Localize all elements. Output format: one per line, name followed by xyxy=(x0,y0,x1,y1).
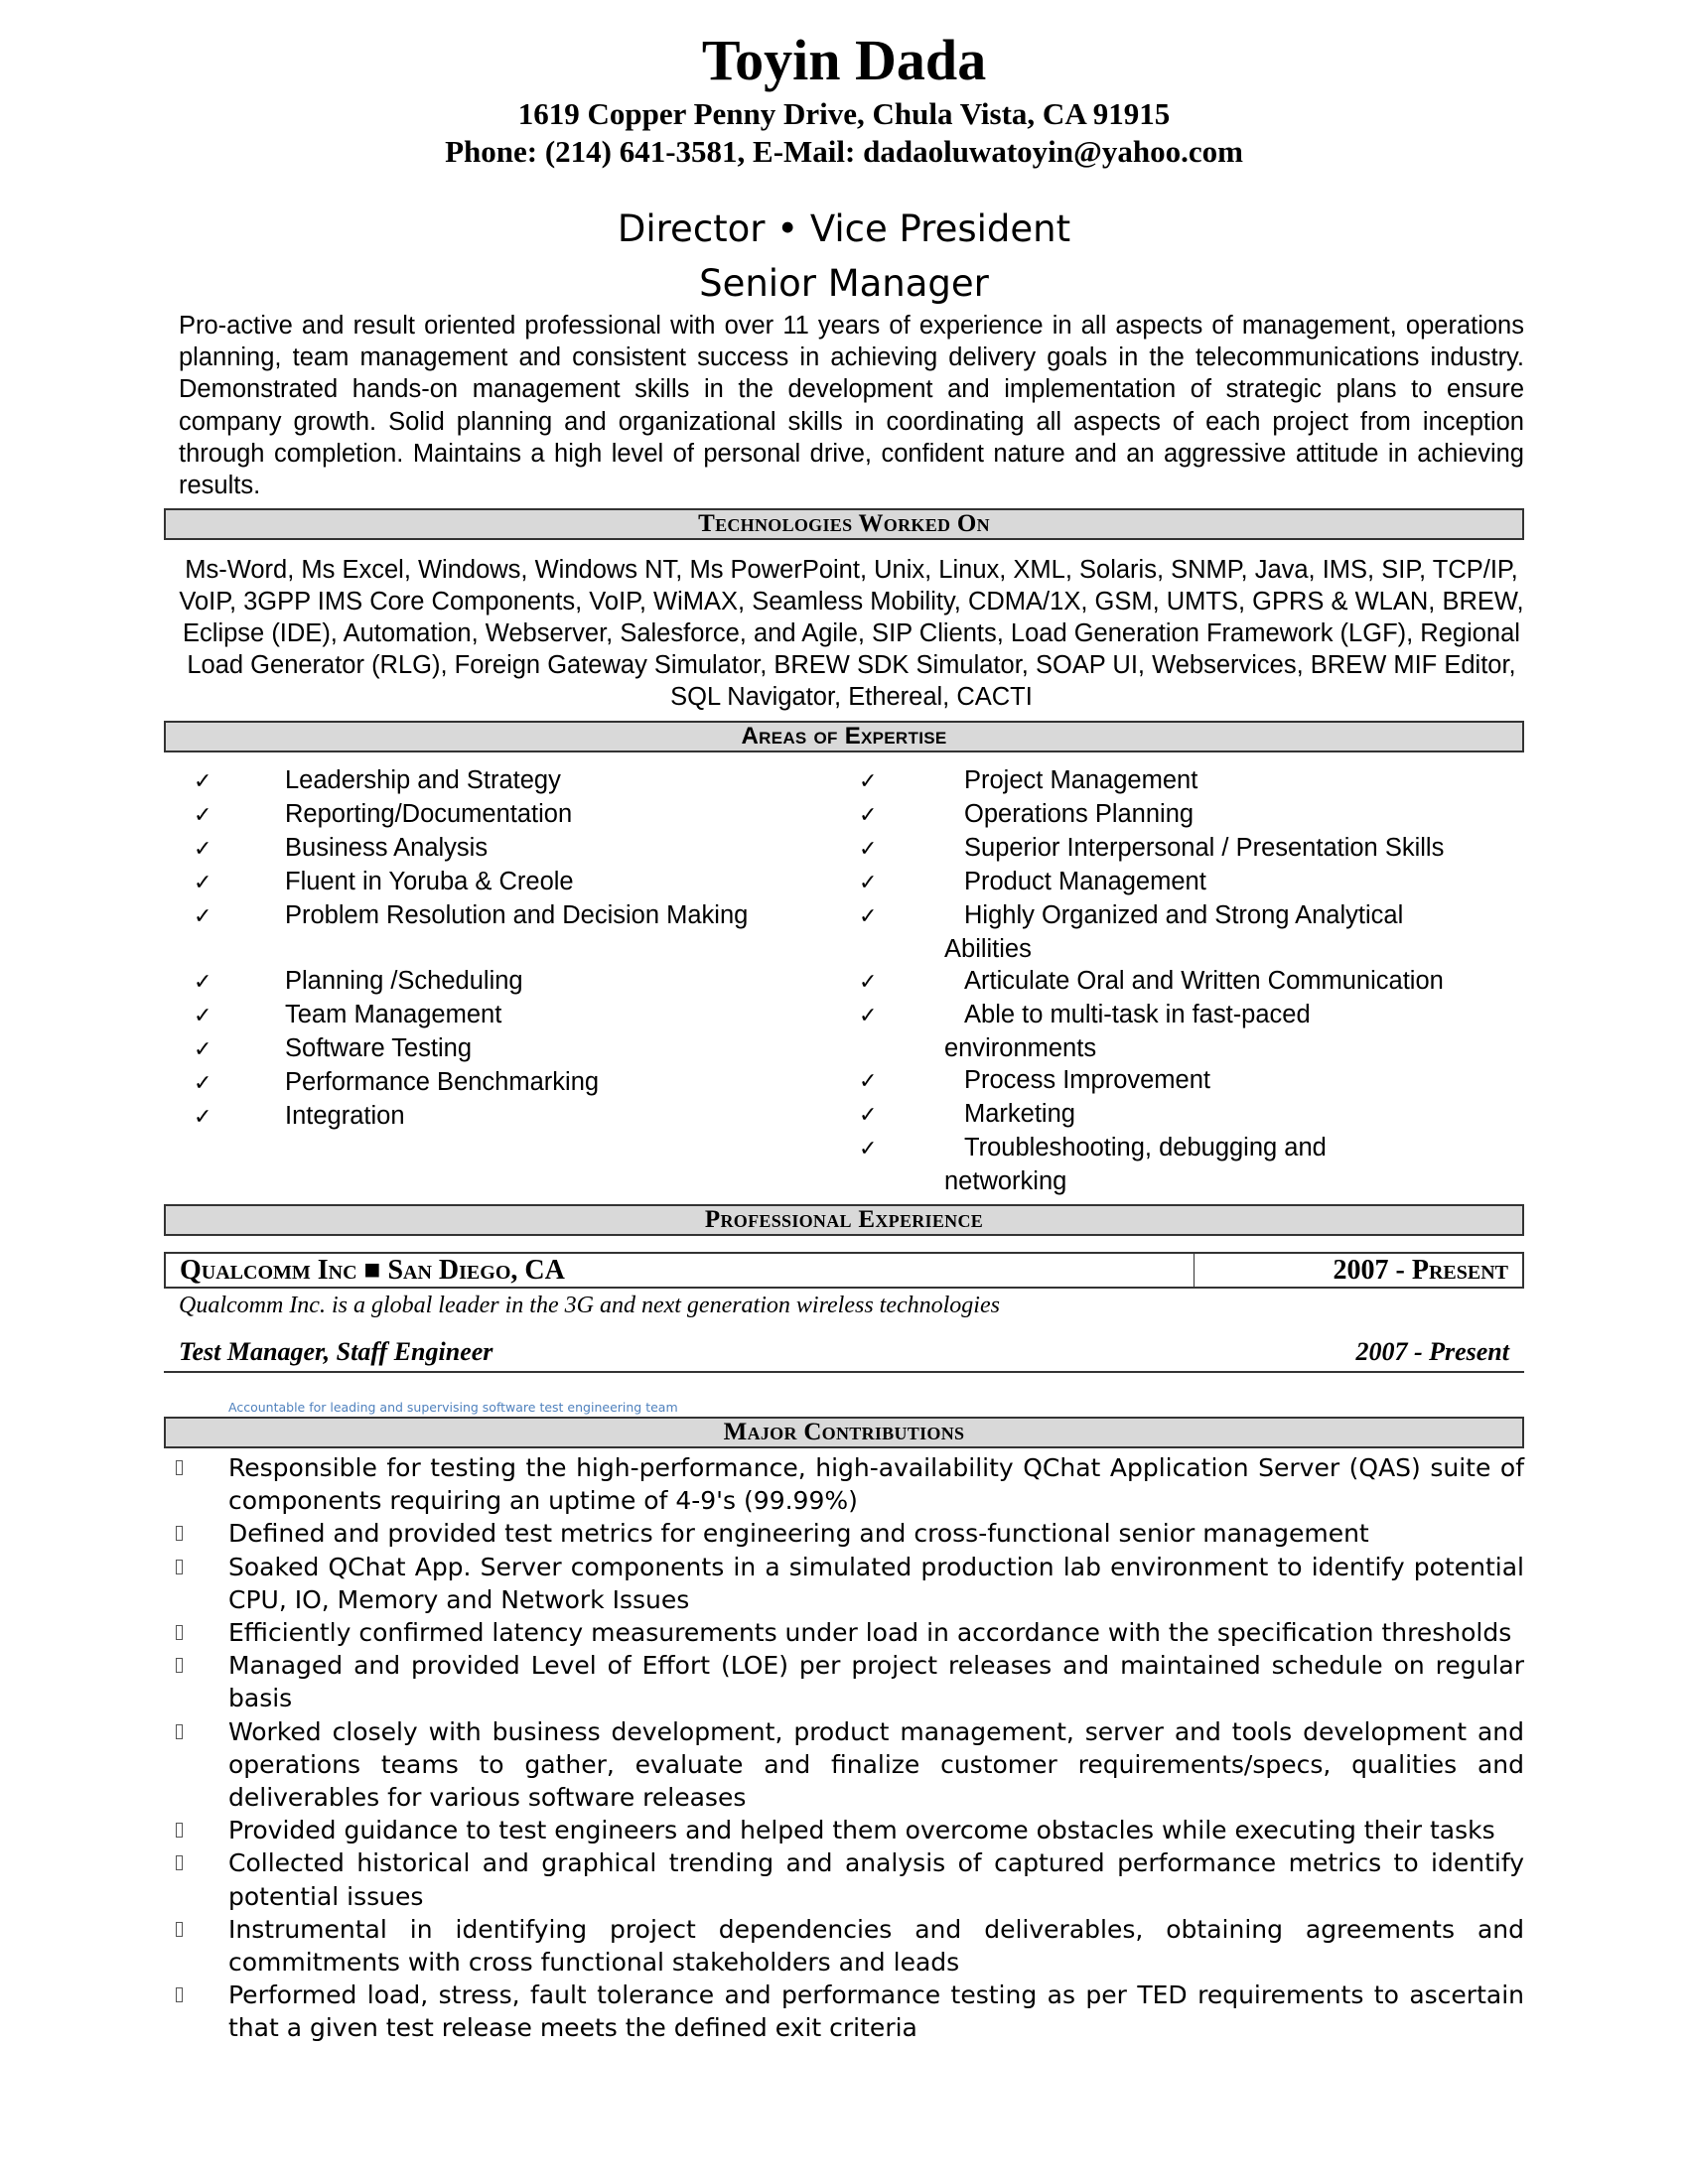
checkmark-icon: ✓ xyxy=(194,1004,212,1028)
checkmark-icon: ✓ xyxy=(859,970,878,995)
bullet-icon xyxy=(176,1823,183,1838)
checkmark-icon: ✓ xyxy=(194,1037,212,1062)
contributions-list xyxy=(164,1451,1524,2045)
list-item: Provided guidance to test engineers and helped them overcome obstacles while executing their tasks xyxy=(164,1814,1524,1846)
expertise-item: ✓ Team Management xyxy=(194,999,829,1032)
checkmark-icon: ✓ xyxy=(194,769,212,794)
list-item: Instrumental in identifying project dependencies and deliverables, obtaining agreements and commitments with cross functional stakeholders and leads xyxy=(164,1913,1524,1979)
section-heading-contributions: Major Contributions xyxy=(164,1417,1524,1448)
checkmark-icon: ✓ xyxy=(859,803,878,828)
expertise-item: ✓ Operations Planning xyxy=(859,798,1524,832)
checkmark-icon: ✓ xyxy=(194,803,212,828)
checkmark-icon: ✓ xyxy=(859,1137,878,1161)
list-item: Performed load, stress, fault tolerance and performance testing as per TED requirements to ascertain that a given test release meets the defined exit criteria xyxy=(164,1979,1524,2044)
expertise-item: ✓ Process Improvement xyxy=(859,1064,1524,1098)
expertise-item: ✓ Articulate Oral and Written Communication xyxy=(859,965,1524,999)
expertise-left-column xyxy=(194,764,829,1134)
spacer xyxy=(194,933,829,965)
list-item: Efficiently confirmed latency measurements under load in accordance with the specification thresholds xyxy=(164,1616,1524,1649)
checkmark-icon: ✓ xyxy=(859,769,878,794)
bullet-icon xyxy=(176,1658,183,1673)
bullet-icon xyxy=(176,1460,183,1475)
list-item: Defined and provided test metrics for engineering and cross-functional senior management xyxy=(164,1517,1524,1550)
list-item: Worked closely with business development, product management, server and tools development and operations teams to gather, evaluate and finalize customer requirements/specs, qualities and deliverables for various software releases xyxy=(164,1715,1524,1815)
list-item: Managed and provided Level of Effort (LOE) per project releases and maintained schedule on regular basis xyxy=(164,1649,1524,1714)
expertise-item: ✓ Business Analysis xyxy=(194,832,829,866)
list-item: Responsible for testing the high-performance, high-availability QChat Application Server (QAS) suite of components requiring an uptime of 4-9's (99.99%) xyxy=(164,1451,1524,1517)
employer-description: Qualcomm Inc. is a global leader in the 3G and next generation wireless technologies xyxy=(179,1293,1000,1318)
role-summary-note: Accountable for leading and supervising software test engineering team xyxy=(228,1400,678,1415)
expertise-item: ✓ Project Management xyxy=(859,764,1524,798)
checkmark-icon: ✓ xyxy=(859,871,878,895)
professional-summary: Pro-active and result oriented professional with over 11 years of experience in all aspects of management, operations planning, team management and consistent success in achieving delivery goals in the telecommunications industry. Demonstrated hands-on management skills in the development and implementation of strategic plans to ensure company growth. Solid planning and organizational skills in coordinating all aspects of each project from inception through completion. Maintains a high level of personal drive, confident nature and an aggressive attitude in achieving results. xyxy=(179,312,1524,500)
section-heading-experience: Professional Experience xyxy=(164,1204,1524,1236)
expertise-item: ✓ Performance Benchmarking xyxy=(194,1066,829,1100)
target-titles: Director • Vice President xyxy=(617,207,1071,250)
expertise-item: ✓ Reporting/Documentation xyxy=(194,798,829,832)
section-heading-expertise: Areas of Expertise xyxy=(164,721,1524,752)
role-dates: 2007 - Present xyxy=(1355,1337,1509,1366)
employer-name: Qualcomm Inc ■ San Diego, CA xyxy=(166,1254,1195,1287)
checkmark-icon: ✓ xyxy=(859,1004,878,1028)
expertise-item: ✓ Superior Interpersonal / Presentation Skills xyxy=(859,832,1524,866)
expertise-item: ✓ Marketing xyxy=(859,1098,1524,1132)
expertise-item: ✓ Able to multi-task in fast-paced environments xyxy=(859,1001,1311,1062)
bullet-icon xyxy=(176,1560,183,1574)
checkmark-icon: ✓ xyxy=(859,1103,878,1128)
list-item: Soaked QChat App. Server components in a simulated production lab environment to identify potential CPU, IO, Memory and Network Issues xyxy=(164,1551,1524,1616)
bullet-icon xyxy=(176,1922,183,1937)
checkmark-icon: ✓ xyxy=(194,871,212,895)
expertise-item: ✓ Product Management xyxy=(859,866,1524,899)
candidate-name: Toyin Dada xyxy=(701,28,987,92)
expertise-item: ✓ Problem Resolution and Decision Making xyxy=(194,899,829,933)
expertise-item: ✓ Fluent in Yoruba & Creole xyxy=(194,866,829,899)
expertise-item: ✓ Software Testing xyxy=(194,1032,829,1066)
checkmark-icon: ✓ xyxy=(194,970,212,995)
bullet-icon xyxy=(176,1855,183,1870)
checkmark-icon: ✓ xyxy=(859,904,878,929)
employer-header xyxy=(164,1252,1524,1289)
expertise-item: ✓ Leadership and Strategy xyxy=(194,764,829,798)
bullet-icon xyxy=(176,1987,183,2002)
bullet-icon xyxy=(176,1526,183,1541)
expertise-item: ✓ Troubleshooting, debugging and networking xyxy=(859,1134,1327,1195)
list-item: Collected historical and graphical trending and analysis of captured performance metrics to identify potential issues xyxy=(164,1846,1524,1912)
expertise-item: ✓ Integration xyxy=(194,1100,829,1134)
contact-info: Phone: (214) 641-3581, E-Mail: dadaoluwatoyin@yahoo.com xyxy=(445,134,1243,169)
checkmark-icon: ✓ xyxy=(859,1069,878,1094)
role-title: Test Manager, Staff Engineer xyxy=(179,1337,493,1366)
bullet-icon xyxy=(176,1625,183,1640)
section-heading-technologies: Technologies Worked On xyxy=(164,508,1524,540)
technologies-list: Ms-Word, Ms Excel, Windows, Windows NT, Ms PowerPoint, Unix, Linux, XML, Solaris, SNMP, Java, IMS, SIP, TCP/IP, VoIP, 3GPP IMS Core Components, VoIP, WiMAX, Seamless Mobility, CDMA/1X, GSM, UMTS, GPRS & WLAN, BREW, Eclipse (IDE), Automation, Webserver, Salesforce, and Agile, SIP Clients, Load Generation Framework (LGF), Regional Load Generator (RLG), Foreign Gateway Simulator, BREW SDK Simulator, SOAP UI, Webservices, BREW MIF Editor, SQL Navigator, Ethereal, CACTI xyxy=(179,556,1524,711)
role-header xyxy=(164,1335,1524,1373)
checkmark-icon: ✓ xyxy=(194,837,212,862)
expertise-right-column xyxy=(859,764,1524,1197)
expertise-item: ✓ Highly Organized and Strong Analytical Abilities xyxy=(859,901,1404,963)
target-title-secondary: Senior Manager xyxy=(699,262,989,305)
address: 1619 Copper Penny Drive, Chula Vista, CA 91915 xyxy=(517,96,1171,131)
checkmark-icon: ✓ xyxy=(194,1071,212,1096)
bullet-icon xyxy=(176,1724,183,1739)
checkmark-icon: ✓ xyxy=(194,904,212,929)
checkmark-icon: ✓ xyxy=(194,1105,212,1130)
employer-dates: 2007 - Present xyxy=(1333,1255,1508,1286)
checkmark-icon: ✓ xyxy=(859,837,878,862)
expertise-item: ✓ Planning /Scheduling xyxy=(194,965,829,999)
